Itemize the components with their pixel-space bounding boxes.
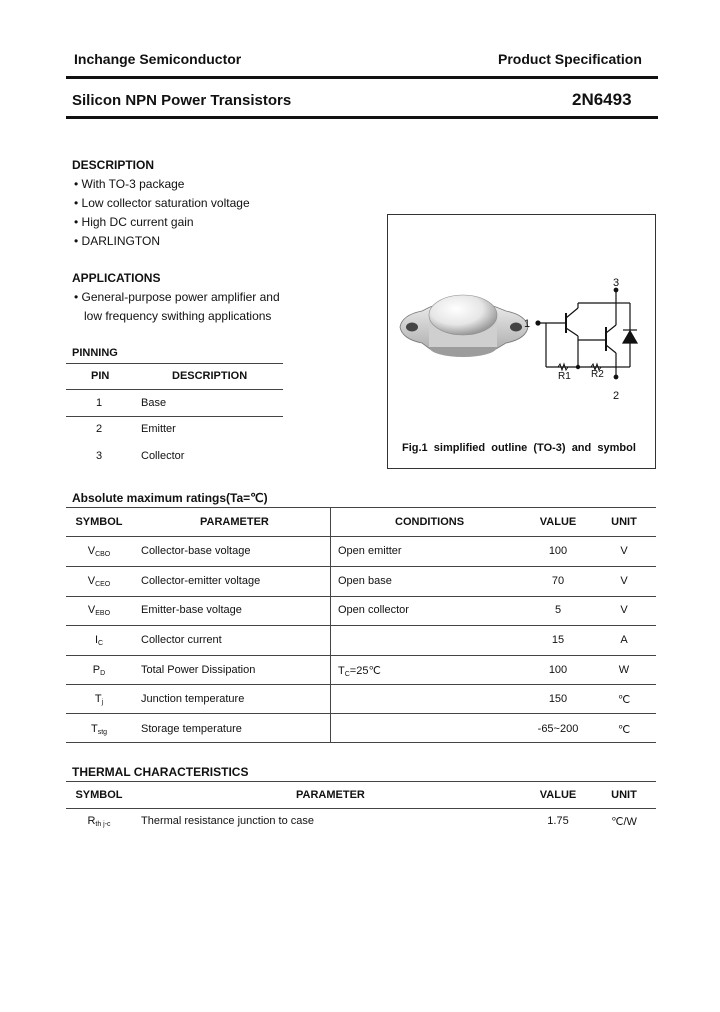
- abs-max-head-parameter: PARAMETER: [200, 516, 269, 528]
- pin1-label: 1: [524, 318, 531, 330]
- abs-max-rule: [66, 625, 656, 626]
- abs-max-condition: $T_C=25℃$: [338, 665, 381, 678]
- part-number: 2N6493: [572, 90, 632, 109]
- doc-type: Product Specification: [498, 51, 642, 67]
- description-item: • High DC current gain: [74, 215, 194, 229]
- abs-max-value: 5: [554, 604, 562, 616]
- pinning-pin: 2: [96, 423, 103, 435]
- abs-max-rule: [66, 596, 656, 597]
- applications-title: APPLICATIONS: [72, 271, 161, 285]
- pinning-rule: [66, 363, 283, 364]
- abs-max-value: 100: [548, 545, 568, 557]
- abs-max-unit: V: [620, 575, 628, 587]
- description-item: • With TO-3 package: [74, 177, 185, 191]
- thermal-parameter: Thermal resistance junction to case: [141, 815, 315, 827]
- abs-max-parameter: Collector current: [141, 634, 222, 646]
- abs-max-unit: V: [620, 604, 628, 616]
- abs-max-value: 15: [551, 634, 565, 646]
- to3-package-icon: [400, 295, 531, 357]
- abs-max-parameter: Emitter-base voltage: [141, 604, 242, 616]
- thermal-title: THERMAL CHARACTERISTICS: [72, 765, 249, 779]
- product-line: Silicon NPN Power Transistors: [72, 92, 292, 109]
- thermal-symbol: $R_{th j-c}$: [87, 815, 111, 828]
- abs-max-value: 70: [551, 575, 565, 587]
- abs-max-rule: [66, 566, 656, 567]
- abs-max-rule: [66, 655, 656, 656]
- abs-max-symbol: $V_{CBO}$: [87, 545, 111, 558]
- darlington-symbol: [536, 288, 637, 379]
- abs-max-rule: [66, 713, 656, 714]
- figure-illustration: [388, 215, 654, 435]
- abs-max-unit: A: [620, 634, 628, 646]
- thermal-head-symbol: SYMBOL: [75, 789, 123, 801]
- abs-max-value: 100: [548, 664, 568, 676]
- applications-item: low frequency swithing applications: [84, 309, 272, 323]
- applications-item: • General-purpose power amplifier and: [74, 290, 280, 304]
- abs-max-condition: Open emitter: [338, 545, 402, 557]
- thermal-unit: ℃/W: [611, 816, 637, 828]
- abs-max-rule: [66, 507, 656, 508]
- description-item: • DARLINGTON: [74, 234, 160, 248]
- abs-max-unit: ℃: [617, 694, 631, 706]
- abs-max-symbol: $P_D$: [92, 664, 106, 677]
- pinning-title: PINNING: [72, 347, 118, 359]
- abs-max-head-conditions: CONDITIONS: [395, 516, 465, 528]
- thermal-head-unit: UNIT: [611, 789, 637, 801]
- thermal-value: 1.75: [547, 815, 569, 827]
- abs-max-rule: [66, 684, 656, 685]
- abs-max-value: -65~200: [537, 723, 579, 735]
- abs-max-symbol: $T_{stg}$: [90, 723, 108, 736]
- abs-max-head-unit: UNIT: [611, 516, 637, 528]
- pinning-col-desc: DESCRIPTION: [172, 370, 248, 382]
- abs-max-symbol: $I_C$: [94, 634, 104, 647]
- company-name: Inchange Semiconductor: [74, 51, 242, 67]
- header-rule-bottom: [66, 116, 658, 119]
- abs-max-condition: Open collector: [338, 604, 409, 616]
- pinning-pin: 1: [96, 397, 103, 409]
- abs-max-head-symbol: SYMBOL: [75, 516, 123, 528]
- thermal-rule: [66, 781, 656, 782]
- abs-max-parameter: Collector-base voltage: [141, 545, 251, 557]
- abs-max-unit: V: [620, 545, 628, 557]
- thermal-head-value: VALUE: [539, 789, 577, 801]
- description-item: • Low collector saturation voltage: [74, 196, 250, 210]
- pinning-col-pin: PIN: [91, 370, 110, 382]
- header-rule-top: [66, 76, 658, 79]
- abs-max-rule: [66, 536, 656, 537]
- thermal-rule: [66, 808, 656, 809]
- abs-max-title: Absolute maximum ratings(Ta=℃): [72, 491, 268, 505]
- pinning-desc: Emitter: [141, 423, 176, 435]
- abs-max-rule: [66, 742, 656, 743]
- abs-max-parameter: Junction temperature: [141, 693, 245, 705]
- abs-max-parameter: Total Power Dissipation: [141, 664, 256, 676]
- figure-caption: Fig.1 simplified outline (TO-3) and symbol: [402, 442, 636, 454]
- abs-max-unit: W: [618, 664, 630, 676]
- r1-label: R1: [558, 371, 571, 382]
- pinning-desc: Base: [141, 397, 167, 409]
- abs-max-symbol: $T_j$: [94, 693, 104, 706]
- abs-max-symbol: $V_{EBO}$: [87, 604, 111, 617]
- pinning-desc: Collector: [141, 450, 185, 462]
- pin3-label: 3: [613, 277, 620, 289]
- pin2-label: 2: [613, 390, 620, 402]
- description-title: DESCRIPTION: [72, 158, 155, 172]
- abs-max-condition: Open base: [338, 575, 392, 587]
- thermal-head-parameter: PARAMETER: [296, 789, 365, 801]
- pinning-rule: [66, 416, 283, 417]
- abs-max-head-value: VALUE: [539, 516, 577, 528]
- abs-max-value: 150: [548, 693, 568, 705]
- pinning-pin: 3: [96, 450, 103, 462]
- r2-label: R2: [591, 369, 604, 380]
- abs-max-symbol: $V_{CEO}$: [87, 575, 111, 588]
- pinning-rule: [66, 389, 283, 390]
- abs-max-parameter: Storage temperature: [141, 723, 242, 735]
- abs-max-unit: ℃: [617, 724, 631, 736]
- abs-max-parameter: Collector-emitter voltage: [141, 575, 261, 587]
